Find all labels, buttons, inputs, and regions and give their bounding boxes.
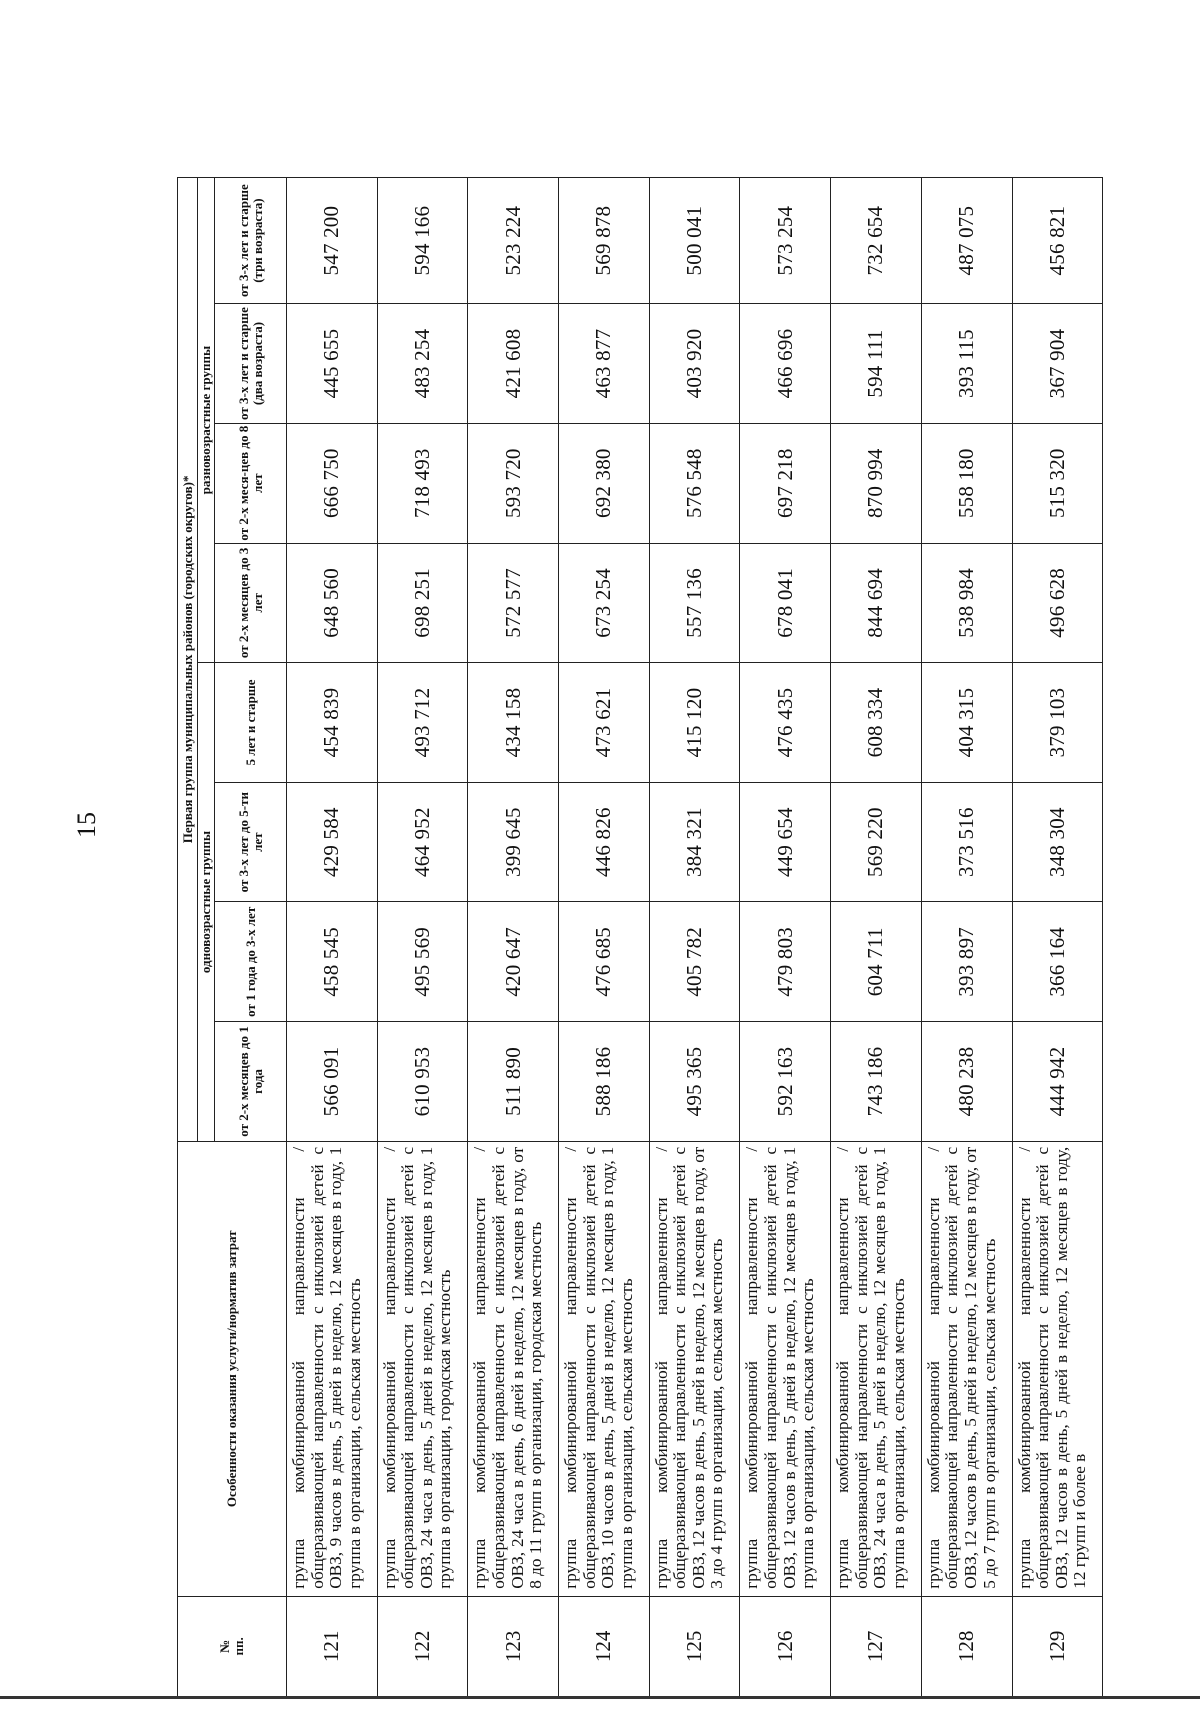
cost-value-cell: 678 041 [740, 543, 831, 663]
cost-value-cell: 593 720 [468, 423, 559, 543]
cost-value-cell: 421 608 [468, 304, 559, 424]
cost-value-cell: 366 164 [1012, 902, 1103, 1022]
row-description: группа комбинированной направленности / общеразвивающей направленности с инклюзией детей с ОВЗ, 12 часов в день, 5 дней в неделю, 12 месяцев в году, от 5 до 7 групп в организации, сельская местность [921, 1141, 1012, 1596]
column-header: от 2-х месяцев до 3 лет [215, 543, 287, 663]
cost-value-cell: 473 621 [559, 663, 650, 783]
cost-value-cell: 445 655 [287, 304, 378, 424]
cost-value-cell: 434 158 [468, 663, 559, 783]
cost-value-cell: 566 091 [287, 1022, 378, 1142]
cost-value-cell: 476 435 [740, 663, 831, 783]
row-number: 128 [921, 1596, 1012, 1696]
cost-value-cell: 511 890 [468, 1022, 559, 1142]
cost-value-cell: 592 163 [740, 1022, 831, 1142]
cost-value-cell: 480 238 [921, 1022, 1012, 1142]
row-number: 124 [559, 1596, 650, 1696]
cost-value-cell: 573 254 [740, 178, 831, 304]
cost-value-cell: 487 075 [921, 178, 1012, 304]
cost-value-cell: 405 782 [649, 902, 740, 1022]
cost-value-cell: 458 545 [287, 902, 378, 1022]
cost-value-cell: 515 320 [1012, 423, 1103, 543]
row-number: 122 [377, 1596, 468, 1696]
table-row [468, 178, 559, 1697]
cost-value-cell: 557 136 [649, 543, 740, 663]
header-description: Особенности оказания услуги/норматив затрат [178, 1141, 287, 1596]
rotated-table-sheet [177, 177, 1102, 1697]
cost-value-cell: 594 166 [377, 178, 468, 304]
cost-value-cell: 393 897 [921, 902, 1012, 1022]
table-row [831, 178, 922, 1697]
cost-value-cell: 648 560 [287, 543, 378, 663]
cost-value-cell: 547 200 [287, 178, 378, 304]
cost-value-cell: 569 878 [559, 178, 650, 304]
cost-value-cell: 844 694 [831, 543, 922, 663]
row-description: группа комбинированной направленности / общеразвивающей направленности с инклюзией детей с ОВЗ, 10 часов в день, 5 дней в неделю, 12 месяцев в году, 1 группа в организации, сельская местность [559, 1141, 650, 1596]
cost-value-cell: 558 180 [921, 423, 1012, 543]
row-description: группа комбинированной направленности / общеразвивающей направленности с инклюзией детей с ОВЗ, 12 часов в день, 5 дней в неделю, 12 месяцев в году, 12 групп и более в [1012, 1141, 1103, 1596]
cost-value-cell: 454 839 [287, 663, 378, 783]
table-row [287, 178, 378, 1697]
row-number: 127 [831, 1596, 922, 1696]
cost-value-cell: 604 711 [831, 902, 922, 1022]
cost-value-cell: 384 321 [649, 782, 740, 902]
row-description: группа комбинированной направленности / общеразвивающей направленности с инклюзией детей с ОВЗ, 12 часов в день, 5 дней в неделю, 12 месяцев в году, 1 группа в организации, сельская местность [740, 1141, 831, 1596]
table-row [559, 178, 650, 1697]
table-row [921, 178, 1012, 1697]
cost-value-cell: 538 984 [921, 543, 1012, 663]
cost-value-cell: 673 254 [559, 543, 650, 663]
cost-value-cell: 466 696 [740, 304, 831, 424]
cost-value-cell: 399 645 [468, 782, 559, 902]
cost-value-cell: 476 685 [559, 902, 650, 1022]
cost-value-cell: 379 103 [1012, 663, 1103, 783]
row-description: группа комбинированной направленности / общеразвивающей направленности с инклюзией детей с ОВЗ, 24 часа в день, 6 дней в неделю, 12 месяцев в году, от 8 до 11 групп в организации, городская местность [468, 1141, 559, 1596]
column-header: от 3-х лет до 5-ти лет [215, 782, 287, 902]
cost-value-cell: 479 803 [740, 902, 831, 1022]
cost-value-cell: 456 821 [1012, 178, 1103, 304]
cost-value-cell: 718 493 [377, 423, 468, 543]
header-mixed-age-groups: разновозрастные группы [198, 178, 215, 663]
column-header: от 2-х меся-цев до 8 лет [215, 423, 287, 543]
cost-value-cell: 495 365 [649, 1022, 740, 1142]
cost-value-cell: 610 953 [377, 1022, 468, 1142]
cost-value-cell: 464 952 [377, 782, 468, 902]
cost-value-cell: 403 920 [649, 304, 740, 424]
cost-value-cell: 576 548 [649, 423, 740, 543]
cost-value-cell: 404 315 [921, 663, 1012, 783]
cost-value-cell: 608 334 [831, 663, 922, 783]
row-number: 126 [740, 1596, 831, 1696]
column-header: от 1 года до 3-х лет [215, 902, 287, 1022]
page-number: 15 [72, 812, 101, 838]
table-row [740, 178, 831, 1697]
cost-value-cell: 588 186 [559, 1022, 650, 1142]
cost-value-cell: 483 254 [377, 304, 468, 424]
row-number: 121 [287, 1596, 378, 1696]
cost-value-cell: 569 220 [831, 782, 922, 902]
row-number: 125 [649, 1596, 740, 1696]
row-description: группа комбинированной направленности / общеразвивающей направленности с инклюзией детей с ОВЗ, 24 часа в день, 5 дней в неделю, 12 месяцев в году, 1 группа в организации, городская местность [377, 1141, 468, 1596]
column-header: от 3-х лет и старше (два возраста) [215, 304, 287, 424]
cost-value-cell: 367 904 [1012, 304, 1103, 424]
cost-value-cell: 373 516 [921, 782, 1012, 902]
cost-value-cell: 393 115 [921, 304, 1012, 424]
row-description: группа комбинированной направленности / общеразвивающей направленности с инклюзией детей с ОВЗ, 12 часов в день, 5 дней в неделю, 12 месяцев в году, от 3 до 4 групп в организации, сельская местность [649, 1141, 740, 1596]
cost-value-cell: 743 186 [831, 1022, 922, 1142]
cost-value-cell: 348 304 [1012, 782, 1103, 902]
cost-value-cell: 732 654 [831, 178, 922, 304]
column-header: от 3-х лет и старше (три возраста) [215, 178, 287, 304]
cost-value-cell: 697 218 [740, 423, 831, 543]
header-group-title: Первая группа муниципальных районов (городских округов)* [178, 178, 198, 1142]
row-number: 123 [468, 1596, 559, 1696]
cost-value-cell: 420 647 [468, 902, 559, 1022]
scan-edge-line [0, 1696, 1200, 1699]
row-description: группа комбинированной направленности / общеразвивающей направленности с инклюзией детей с ОВЗ, 24 часа в день, 5 дней в неделю, 12 месяцев в году, 1 группа в организации, сельская местность [831, 1141, 922, 1596]
cost-value-cell: 496 628 [1012, 543, 1103, 663]
cost-value-cell: 444 942 [1012, 1022, 1103, 1142]
row-number: 129 [1012, 1596, 1103, 1696]
header-number: № пп. [178, 1596, 287, 1696]
table-row [377, 178, 468, 1697]
cost-value-cell: 446 826 [559, 782, 650, 902]
cost-value-cell: 495 569 [377, 902, 468, 1022]
row-description: группа комбинированной направленности / общеразвивающей направленности с инклюзией детей с ОВЗ, 9 часов в день, 5 дней в неделю, 12 месяцев в году, 1 группа в организации, сельская местность [287, 1141, 378, 1596]
table-row [649, 178, 740, 1697]
column-header: от 2-х месяцев до 1 года [215, 1022, 287, 1142]
cost-norms-table [177, 177, 1103, 1697]
cost-value-cell: 572 577 [468, 543, 559, 663]
cost-value-cell: 692 380 [559, 423, 650, 543]
cost-value-cell: 666 750 [287, 423, 378, 543]
cost-value-cell: 493 712 [377, 663, 468, 783]
cost-value-cell: 429 584 [287, 782, 378, 902]
cost-value-cell: 500 041 [649, 178, 740, 304]
cost-value-cell: 594 111 [831, 304, 922, 424]
cost-value-cell: 698 251 [377, 543, 468, 663]
header-same-age-groups: одновозрастные группы [198, 663, 215, 1142]
cost-value-cell: 463 877 [559, 304, 650, 424]
column-header: 5 лет и старше [215, 663, 287, 783]
cost-value-cell: 870 994 [831, 423, 922, 543]
cost-value-cell: 449 654 [740, 782, 831, 902]
table-row [1012, 178, 1103, 1697]
cost-value-cell: 523 224 [468, 178, 559, 304]
cost-value-cell: 415 120 [649, 663, 740, 783]
